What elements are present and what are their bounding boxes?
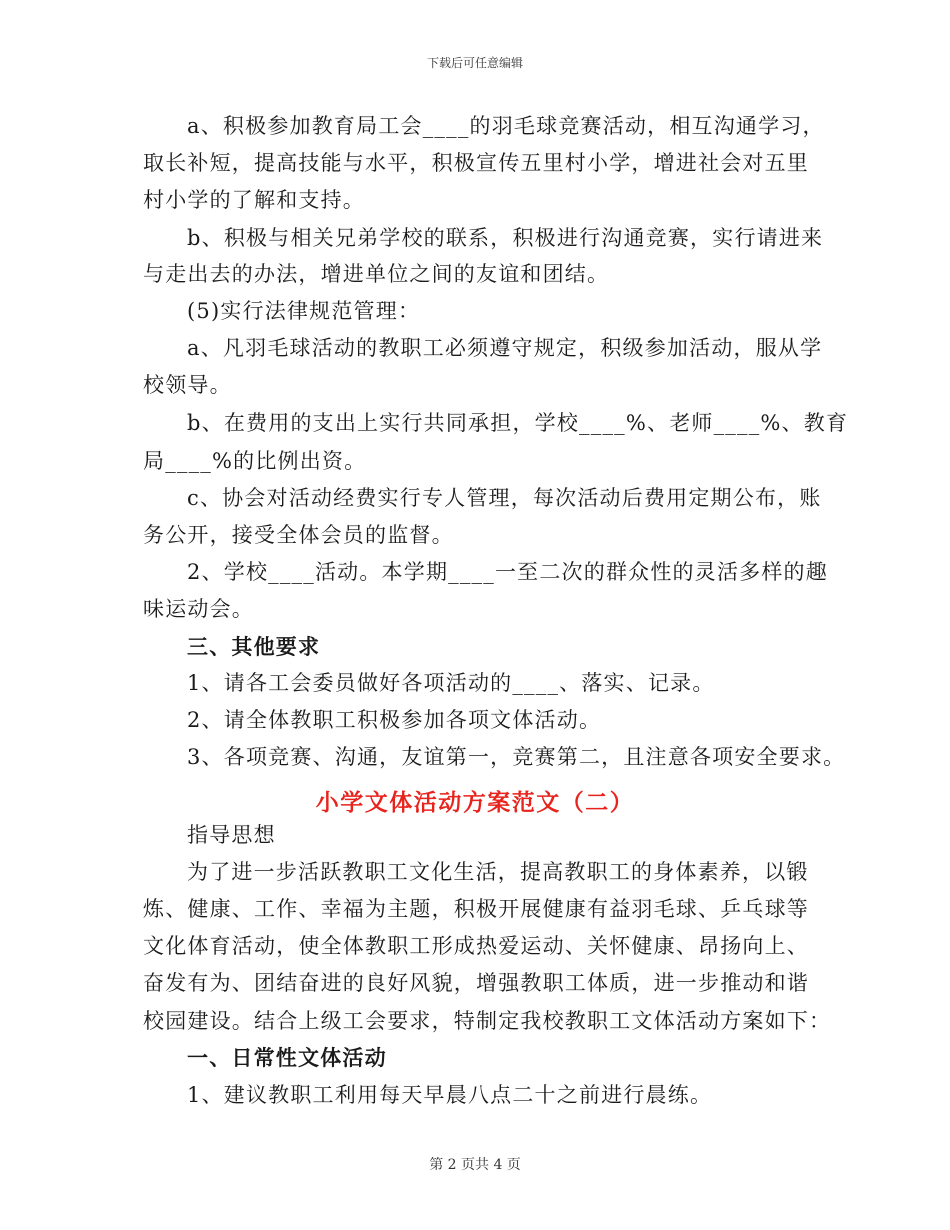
- section-title: 小学文体活动方案范文（二）: [315, 789, 635, 816]
- paragraph-line: 局____%的比例出资。: [143, 449, 367, 473]
- page-header-note: 下载后可任意编辑: [426, 56, 523, 70]
- paragraph-line: 文化体育活动，使全体教职工形成热爱运动、关怀健康、昂扬向上、: [143, 934, 809, 958]
- paragraph-line: 取长补短，提高技能与水平，积极宣传五里村小学，增进社会对五里: [143, 151, 809, 175]
- paragraph-line: 校领导。: [143, 373, 232, 397]
- paragraph-line: a、凡羽毛球活动的教职工必须遵守规定，积级参加活动，服从学: [187, 336, 823, 360]
- paragraph-line: 务公开，接受全体会员的监督。: [143, 523, 454, 547]
- paragraph-line: 炼、健康、工作、幸福为主题，积极开展健康有益羽毛球、乒乓球等: [143, 897, 809, 921]
- section-subheading: 三、其他要求: [187, 634, 321, 659]
- section-subheading: 一、日常性文体活动: [187, 1045, 387, 1070]
- paragraph-line: c、协会对活动经费实行专人管理，每次活动后费用定期公布，账: [187, 486, 822, 510]
- paragraph-line: 1、请各工会委员做好各项活动的____、落实、记录。: [187, 671, 715, 695]
- paragraph-line: 校园建设。结合上级工会要求，特制定我校教职工文体活动方案如下：: [143, 1009, 832, 1033]
- paragraph-line: 村小学的了解和支持。: [143, 188, 365, 212]
- paragraph-line: 2、学校____活动。本学期____一至二次的群众性的灵活多样的趣: [187, 560, 828, 584]
- paragraph-line: 为了进一步活跃教职工文化生活，提高教职工的身体素养，以锻: [187, 860, 809, 884]
- paragraph-line: 与走出去的办法，增进单位之间的友谊和团结。: [143, 262, 610, 286]
- paragraph-line: (5)实行法律规范管理：: [187, 299, 421, 323]
- paragraph-line: 3、各项竞赛、沟通，友谊第一，竞赛第二，且注意各项安全要求。: [187, 745, 846, 769]
- paragraph-line: 1、建议教职工利用每天早晨八点二十之前进行晨练。: [187, 1083, 713, 1107]
- paragraph-line: b、在费用的支出上实行共同承担，学校____%、老师____%、教育: [187, 411, 849, 435]
- paragraph-line: a、积极参加教育局工会____的羽毛球竞赛活动，相互沟通学习，: [187, 114, 825, 138]
- paragraph-line: 2、请全体教职工积极参加各项文体活动。: [187, 708, 602, 732]
- paragraph-line: b、积极与相关兄弟学校的联系，积极进行沟通竞赛，实行请进来: [187, 226, 824, 250]
- paragraph-line: 指导思想: [187, 823, 276, 847]
- paragraph-line: 奋发有为、团结奋进的良好风貌，增强教职工体质，进一步推动和谐: [143, 971, 809, 995]
- page-number: 第 2 页共 4 页: [429, 1157, 521, 1173]
- paragraph-line: 味运动会。: [143, 597, 254, 621]
